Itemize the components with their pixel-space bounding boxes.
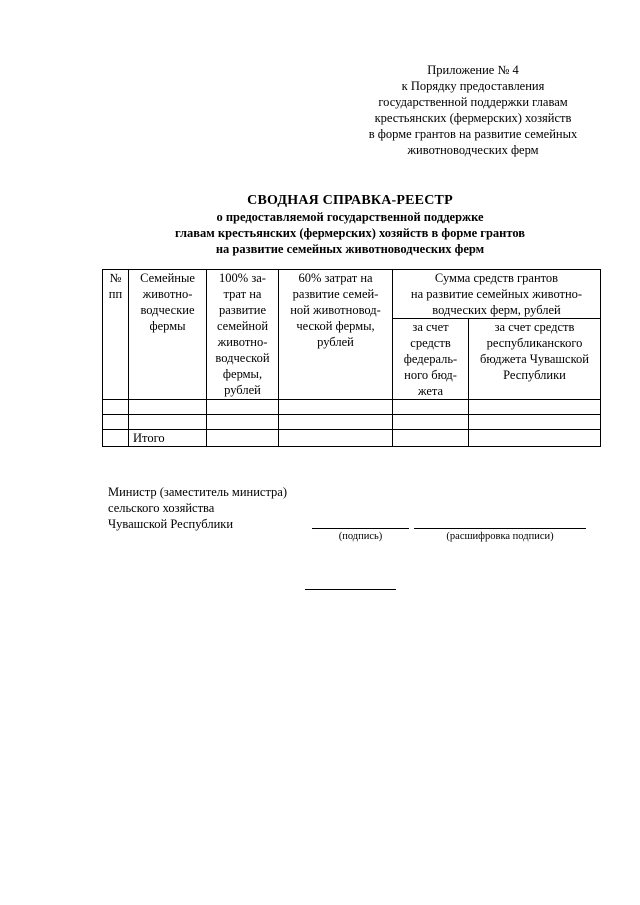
- appendix-line: крестьянских (фермерских) хозяйств: [374, 111, 572, 125]
- appendix-line: в форме грантов на развитие семейных: [368, 127, 578, 141]
- header-grant-sum: Сумма средств грантов на развитие семейных животно- водческих ферм, рублей: [393, 270, 601, 319]
- table-row: [103, 400, 601, 415]
- table-cell: [393, 415, 469, 430]
- table-cell: [103, 430, 129, 447]
- table-cell: [207, 400, 279, 415]
- table-cell: [279, 430, 393, 447]
- header-costs-60: 60% затрат на развитие семей- ной животновод- ческой фермы, рублей: [279, 270, 393, 400]
- appendix-line: Приложение № 4: [427, 63, 519, 77]
- title-sub-line: на развитие семейных животноводческих ферм: [215, 242, 485, 256]
- appendix-line: животноводческих ферм: [407, 143, 539, 157]
- signature-line: [312, 528, 409, 529]
- signature-caption: (подпись): [338, 531, 383, 542]
- appendix-header: [350, 62, 596, 158]
- table-total-row: [103, 430, 601, 447]
- header-number: № пп: [103, 270, 129, 400]
- title-sub-line: главам крестьянских (фермерских) хозяйств в форме грантов: [174, 226, 526, 240]
- signatory-block: [108, 484, 287, 532]
- total-label: Итого: [129, 430, 207, 447]
- table-cell: [469, 415, 601, 430]
- table-cell: [279, 400, 393, 415]
- table-cell: [469, 430, 601, 447]
- table-header-row: [103, 270, 601, 319]
- table-cell: [469, 400, 601, 415]
- table-cell: [207, 415, 279, 430]
- footer-divider: [305, 589, 396, 590]
- signature-decoding-line: [414, 528, 586, 529]
- header-costs-100: 100% за- трат на развитие семейной животно- водческой фермы, рублей: [207, 270, 279, 400]
- table-cell: [393, 430, 469, 447]
- appendix-line: к Порядку предоставления: [401, 79, 545, 93]
- table-cell: [129, 400, 207, 415]
- header-republic: за счет средств республиканского бюджета Чувашской Республики: [469, 319, 601, 400]
- title-main: СВОДНАЯ СПРАВКА-РЕЕСТР: [247, 193, 453, 208]
- appendix-line: государственной поддержки главам: [378, 95, 568, 109]
- title-sub-line: о предоставляемой государственной поддержке: [216, 210, 484, 224]
- signatory-line: Чувашской Республики: [108, 517, 234, 531]
- registry-table: [102, 269, 601, 447]
- table-cell: [103, 400, 129, 415]
- table-cell: [207, 430, 279, 447]
- header-federal: за счет средств федераль- ного бюд- жета: [393, 319, 469, 400]
- table-cell: [103, 415, 129, 430]
- table-cell: [129, 415, 207, 430]
- signatory-line: Министр (заместитель министра): [108, 485, 288, 499]
- signatory-line: сельского хозяйства: [108, 501, 215, 515]
- header-farms: Семейные животно- водческие фермы: [129, 270, 207, 400]
- table-row: [103, 415, 601, 430]
- table-cell: [279, 415, 393, 430]
- document-title: [100, 192, 600, 257]
- signature-decoding-caption: (расшифровка подписи): [446, 531, 554, 542]
- table-cell: [393, 400, 469, 415]
